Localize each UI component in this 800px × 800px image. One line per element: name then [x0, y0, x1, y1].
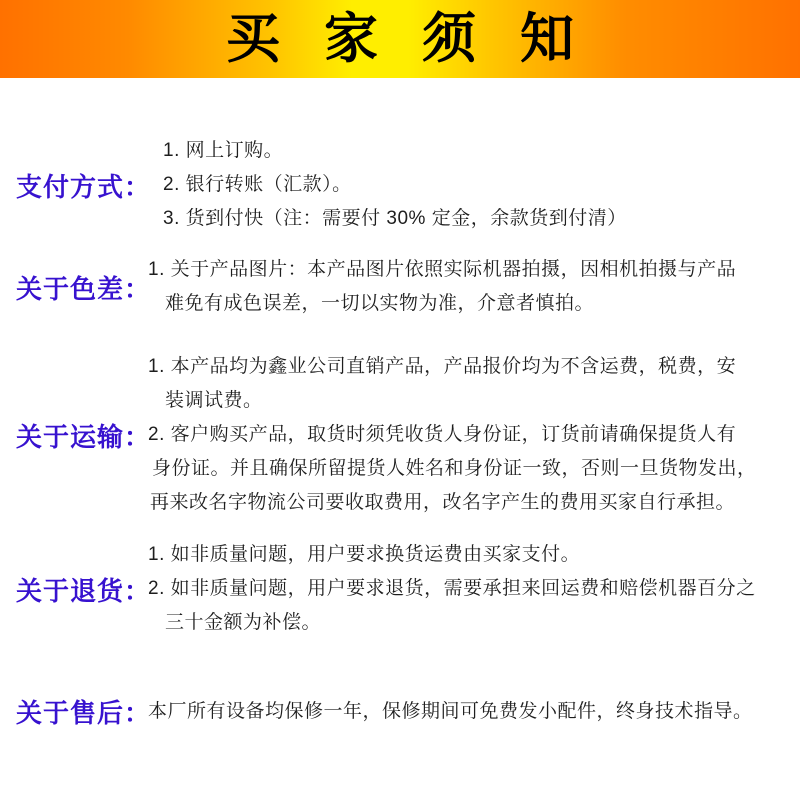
section-payment-methods — [0, 134, 800, 236]
section-color-content — [148, 253, 800, 321]
notice-line: 再来改名字物流公司要收取费用，改名字产生的费用买家自行承担。 — [150, 492, 736, 513]
section-returns-label: 关于退货： — [16, 575, 152, 606]
section-shipping-label: 关于运输： — [16, 421, 152, 452]
section-shipping — [0, 350, 800, 520]
header-banner — [0, 0, 800, 78]
section-after-sales-content — [148, 695, 800, 729]
section-payment-label: 支付方式： — [16, 171, 152, 202]
notice-line: 2. 如非质量问题，用户要求退货，需要承担来回运费和赔偿机器百分之 — [148, 578, 756, 599]
notice-line: 2. 银行转账（汇款）。 — [163, 174, 352, 195]
notice-line: 2. 客户购买产品，取货时须凭收货人身份证，订货前请确保提货人有 — [148, 424, 737, 445]
notice-line: 装调试费。 — [165, 390, 263, 411]
section-payment-content — [148, 134, 800, 236]
section-returns — [0, 538, 800, 640]
notice-line: 三十金额为补偿。 — [165, 612, 322, 633]
notice-line: 身份证。并且确保所留提货人姓名和身份证一致，否则一旦货物发出， — [152, 458, 757, 479]
page-title: 买家须知 — [226, 9, 618, 69]
section-after-sales-label: 关于售后： — [16, 698, 152, 728]
section-returns-content — [148, 538, 800, 640]
notice-line: 1. 关于产品图片：本产品图片依照实际机器拍摄，因相机拍摄与产品 — [148, 259, 737, 280]
section-color-label: 关于色差： — [16, 273, 152, 304]
notice-line: 难免有成色误差，一切以实物为准，介意者慎拍。 — [165, 293, 595, 314]
notice-line: 1. 网上订购。 — [163, 140, 284, 161]
notice-body — [0, 78, 800, 730]
notice-line: 3. 货到付快（注：需要付 30% 定金，余款货到付清） — [163, 208, 627, 229]
section-color-difference — [0, 253, 800, 321]
notice-line: 本厂所有设备均保修一年，保修期间可免费发小配件，终身技术指导。 — [148, 700, 753, 722]
notice-line: 1. 如非质量问题，用户要求换货运费由买家支付。 — [148, 544, 581, 565]
section-after-sales — [0, 693, 800, 730]
section-shipping-content — [148, 350, 800, 520]
notice-line: 1. 本产品均为鑫业公司直销产品，产品报价均为不含运费，税费，安 — [148, 356, 737, 377]
